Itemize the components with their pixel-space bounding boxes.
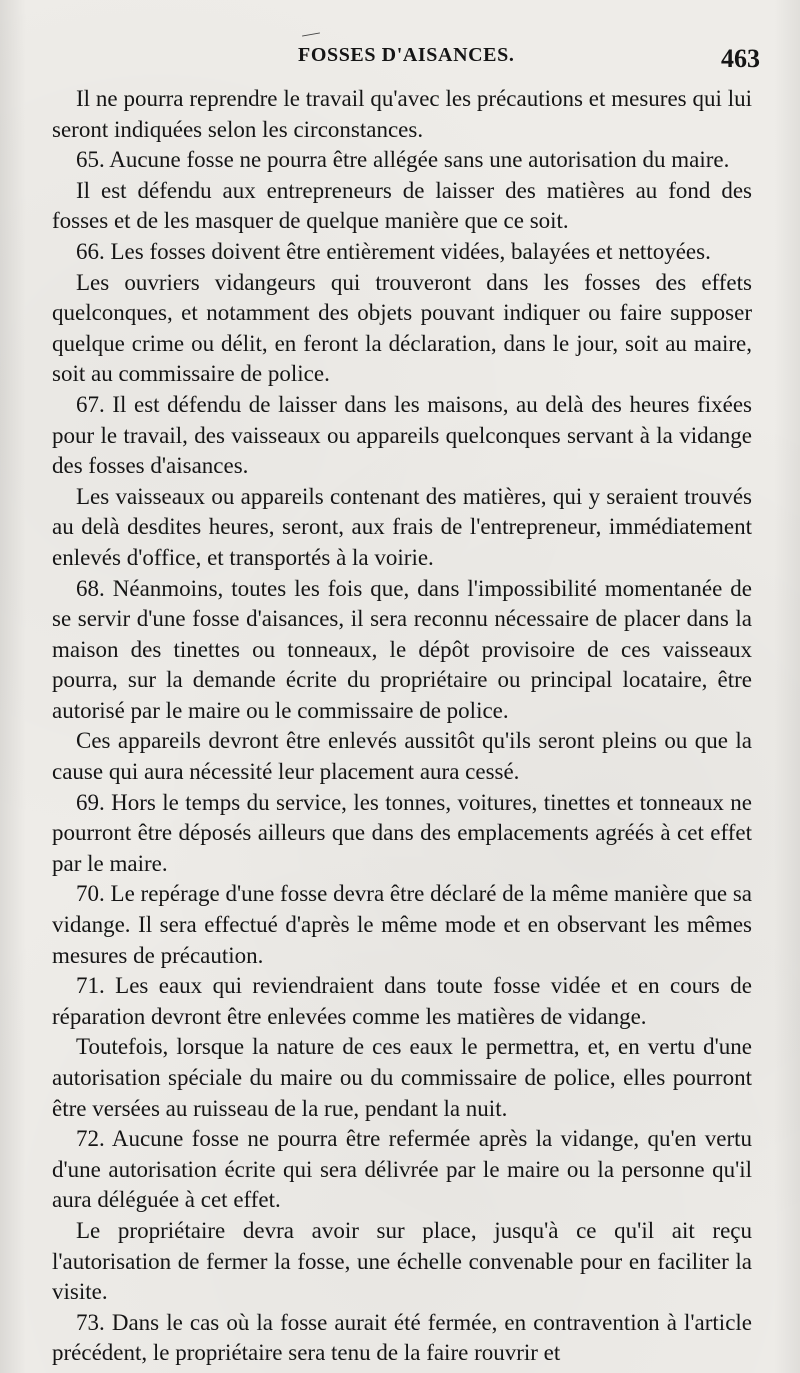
paragraph-text: Aucune fosse ne pourra être allégée sans une autorisation du maire. xyxy=(109,147,730,173)
paragraph-text: Aucune fosse ne pourra être refermée après la vidange, qu'en vertu d'une autorisation écrite qui sera délivrée par le maire ou la personne qu'il aura déléguée à cet effet. xyxy=(52,1126,753,1213)
paragraph-text: Hors le temps du service, les tonnes, voitures, tinettes et tonneaux ne pourront être déposés ailleurs que dans des emplacements agréés à cet effet par le maire. xyxy=(52,789,752,876)
article-number: 67. xyxy=(76,391,105,417)
paragraph xyxy=(52,1216,752,1308)
paragraph xyxy=(52,1124,752,1216)
article-number: 71. xyxy=(76,973,105,999)
article-number: 70. xyxy=(76,881,105,907)
right-margin-shadow xyxy=(774,0,800,1373)
paragraph-text: Il est défendu de laisser dans les maisons, au delà des heures fixées pour le travail, des vaisseaux ou appareils quelconques servant à la vidange des fosses d'aisances. xyxy=(52,391,753,479)
paragraph xyxy=(52,726,752,787)
paragraph-text: Les vaisseaux ou appareils contenant des matières, qui y seraient trouvés au delà desdites heures, seront, aux frais de l'entrepreneur, immédiatement enlevés d'office, et transportés à la voirie. xyxy=(52,483,752,570)
paragraph-text: Les eaux qui reviendraient dans toute fosse vidée et en cours de réparation devront être enlevées comme les matières de vidange. xyxy=(52,973,752,1029)
paragraph xyxy=(52,482,752,574)
paragraph-text: Les fosses doivent être entièrement vidées, balayées et nettoyées. xyxy=(110,238,711,264)
paragraph xyxy=(52,1308,752,1369)
paragraph-text: Néanmoins, toutes les fois que, dans l'impossibilité momentanée de se servir d'une fosse d'aisances, il sera reconnu nécessaire de placer dans la maison des tinettes ou tonneaux, le dépôt provisoire de ces vaisseaux pourra, sur la demande écrite du propriétaire ou principal locataire, être autorisé par le maire ou le commissaire de police. xyxy=(52,575,753,723)
paragraph xyxy=(52,574,752,727)
article-number: 65. xyxy=(76,147,105,173)
paragraph xyxy=(52,879,752,971)
paragraph xyxy=(52,145,752,176)
paragraph xyxy=(52,268,752,390)
paragraph-text: Le repérage d'une fosse devra être déclaré de la même manière que sa vidange. Il sera effectué d'après le même mode et en observant les mêmes mesures de précaution. xyxy=(52,881,752,968)
page-number: 463 xyxy=(721,44,760,73)
article-number: 73. xyxy=(76,1309,105,1335)
paragraph xyxy=(52,84,752,145)
paragraph xyxy=(52,788,752,880)
paragraph xyxy=(52,176,752,237)
running-title: FOSSES D'AISANCES. xyxy=(298,44,515,66)
paragraph xyxy=(52,237,752,268)
main-text xyxy=(52,84,752,1369)
paragraph-text: Le propriétaire devra avoir sur place, jusqu'à ce qu'il ait reçu l'autorisation de fermer la fosse, une échelle convenable pour en faciliter la visite. xyxy=(52,1217,752,1305)
paragraph-text: Les ouvriers vidangeurs qui trouveront dans les fosses des effets quelconques, et notamment des objets pouvant indiquer ou faire supposer quelque crime ou délit, en feront la déclaration, dans le jour, soit au maire, soit au commissaire de police. xyxy=(52,269,752,387)
paragraph-text: Toutefois, lorsque la nature de ces eaux le permettra, et, en vertu d'une autorisation spéciale du maire ou du commissaire de police, elles pourront être versées au ruisseau de la rue, pendant la nuit. xyxy=(52,1034,752,1121)
article-number: 72. xyxy=(76,1126,105,1152)
paragraph-text: Dans le cas où la fosse aurait été fermée, en contravention à l'article précédent, le propriétaire sera tenu de la faire rouvrir et xyxy=(52,1309,753,1366)
paragraph xyxy=(52,971,752,1032)
page-header xyxy=(0,34,800,74)
left-margin-shadow xyxy=(0,0,26,1373)
paragraph-text: Il ne pourra reprendre le travail qu'avec les précautions et mesures qui lui seront indiquées selon les circonstances. xyxy=(52,86,752,142)
paragraph xyxy=(52,390,752,482)
paragraph-text: Ces appareils devront être enlevés aussitôt qu'ils seront pleins ou que la cause qui aura nécessité leur placement aura cessé. xyxy=(52,728,752,785)
article-number: 69. xyxy=(76,789,105,815)
article-number: 66. xyxy=(76,238,105,264)
paragraph xyxy=(52,1032,752,1124)
print-mark xyxy=(302,32,320,36)
article-number: 68. xyxy=(76,575,105,601)
paragraph-text: Il est défendu aux entrepreneurs de laisser des matières au fond des fosses et de les masquer de quelque manière que ce soit. xyxy=(52,177,752,234)
